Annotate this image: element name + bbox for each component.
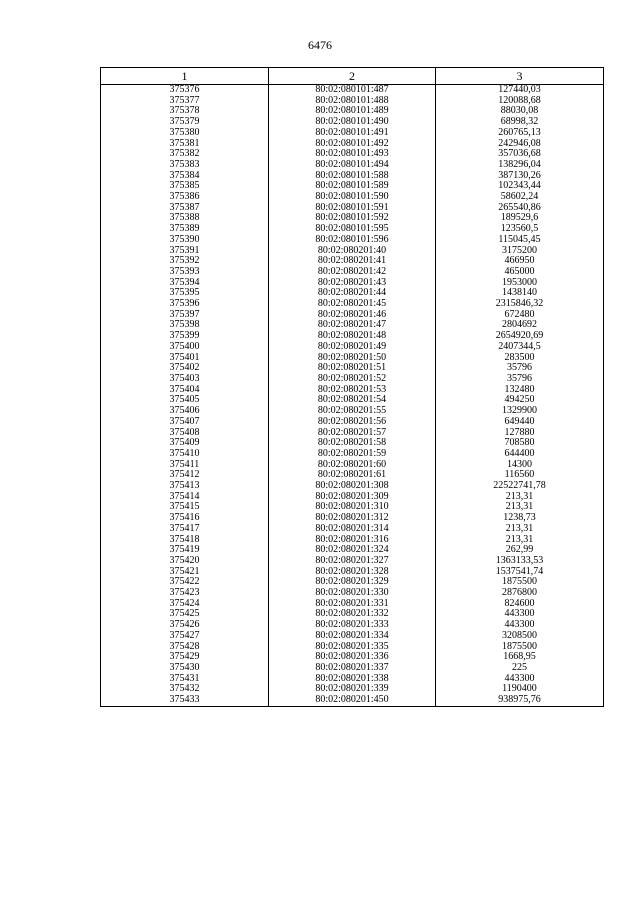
- cadastral-number-cell: 80:02:080201:54: [269, 395, 436, 406]
- row-number-cell: 375425: [101, 609, 269, 620]
- cadastral-number-cell: 80:02:080101:590: [269, 192, 436, 203]
- cadastral-number-cell: 80:02:080201:332: [269, 609, 436, 620]
- row-number-cell: 375432: [101, 684, 269, 695]
- cadastral-number-cell: 80:02:080101:488: [269, 96, 436, 107]
- cadastral-number-cell: 80:02:080101:487: [269, 85, 436, 96]
- table-row: [101, 417, 604, 428]
- value-cell: 3175200: [436, 246, 604, 257]
- row-number-cell: 375388: [101, 213, 269, 224]
- row-number-cell: 375380: [101, 128, 269, 139]
- cadastral-number-cell: 80:02:080201:46: [269, 310, 436, 321]
- table-row: [101, 213, 604, 224]
- row-number-cell: 375383: [101, 160, 269, 171]
- table-row: [101, 524, 604, 535]
- table-header-row: [101, 68, 604, 85]
- cadastral-number-cell: 80:02:080201:334: [269, 631, 436, 642]
- row-number-cell: 375397: [101, 310, 269, 321]
- value-cell: 213,31: [436, 524, 604, 535]
- table-row: [101, 599, 604, 610]
- table-row: [101, 331, 604, 342]
- row-number-cell: 375420: [101, 556, 269, 567]
- table-row: [101, 203, 604, 214]
- value-cell: 465000: [436, 267, 604, 278]
- table-row: [101, 342, 604, 353]
- table-row: [101, 267, 604, 278]
- table-row: [101, 588, 604, 599]
- row-number-cell: 375400: [101, 342, 269, 353]
- table-row: [101, 428, 604, 439]
- value-cell: 189529,6: [436, 213, 604, 224]
- cadastral-number-cell: 80:02:080201:339: [269, 684, 436, 695]
- value-cell: 127440,03: [436, 85, 604, 96]
- table-row: [101, 502, 604, 513]
- cadastral-number-cell: 80:02:080201:328: [269, 567, 436, 578]
- cadastral-number-cell: 80:02:080201:51: [269, 363, 436, 374]
- row-number-cell: 375386: [101, 192, 269, 203]
- table-row: [101, 246, 604, 257]
- row-number-cell: 375395: [101, 288, 269, 299]
- table-row: [101, 256, 604, 267]
- value-cell: 1875500: [436, 642, 604, 653]
- row-number-cell: 375422: [101, 577, 269, 588]
- row-number-cell: 375426: [101, 620, 269, 631]
- table-row: [101, 545, 604, 556]
- value-cell: 213,31: [436, 502, 604, 513]
- table-row: [101, 620, 604, 631]
- cadastral-number-cell: 80:02:080201:329: [269, 577, 436, 588]
- row-number-cell: 375382: [101, 149, 269, 160]
- table-row: [101, 652, 604, 663]
- table-row: [101, 117, 604, 128]
- row-number-cell: 375427: [101, 631, 269, 642]
- row-number-cell: 375412: [101, 470, 269, 481]
- row-number-cell: 375408: [101, 428, 269, 439]
- table-row: [101, 513, 604, 524]
- table-row: [101, 235, 604, 246]
- table-row: [101, 171, 604, 182]
- table-body: [101, 85, 604, 707]
- cadastral-number-cell: 80:02:080101:494: [269, 160, 436, 171]
- cadastral-number-cell: 80:02:080201:49: [269, 342, 436, 353]
- row-number-cell: 375417: [101, 524, 269, 535]
- table-row: [101, 674, 604, 685]
- cadastral-number-cell: 80:02:080201:316: [269, 535, 436, 546]
- cadastral-number-cell: 80:02:080201:309: [269, 492, 436, 503]
- value-cell: 115045,45: [436, 235, 604, 246]
- value-cell: 2407344,5: [436, 342, 604, 353]
- value-cell: 225: [436, 663, 604, 674]
- value-cell: 58602,24: [436, 192, 604, 203]
- cadastral-number-cell: 80:02:080201:52: [269, 374, 436, 385]
- row-number-cell: 375429: [101, 652, 269, 663]
- value-cell: 213,31: [436, 535, 604, 546]
- table-row: [101, 160, 604, 171]
- cadastral-number-cell: 80:02:080101:493: [269, 149, 436, 160]
- value-cell: 116560: [436, 470, 604, 481]
- value-cell: 938975,76: [436, 695, 604, 706]
- value-cell: 443300: [436, 674, 604, 685]
- value-cell: 127880: [436, 428, 604, 439]
- table-row: [101, 128, 604, 139]
- table-row: [101, 96, 604, 107]
- row-number-cell: 375387: [101, 203, 269, 214]
- cadastral-number-cell: 80:02:080201:60: [269, 460, 436, 471]
- row-number-cell: 375407: [101, 417, 269, 428]
- value-cell: 1329900: [436, 406, 604, 417]
- table-row: [101, 85, 604, 96]
- value-cell: 1190400: [436, 684, 604, 695]
- cadastral-number-cell: 80:02:080201:48: [269, 331, 436, 342]
- value-cell: 2876800: [436, 588, 604, 599]
- row-number-cell: 375404: [101, 385, 269, 396]
- row-number-cell: 375433: [101, 695, 269, 706]
- row-number-cell: 375384: [101, 171, 269, 182]
- table-row: [101, 374, 604, 385]
- cadastral-number-cell: 80:02:080101:489: [269, 106, 436, 117]
- row-number-cell: 375410: [101, 449, 269, 460]
- table-row: [101, 481, 604, 492]
- table-row: [101, 278, 604, 289]
- table-row: [101, 192, 604, 203]
- value-cell: 443300: [436, 609, 604, 620]
- row-number-cell: 375418: [101, 535, 269, 546]
- cadastral-number-cell: 80:02:080201:312: [269, 513, 436, 524]
- cadastral-number-cell: 80:02:080201:42: [269, 267, 436, 278]
- row-number-cell: 375402: [101, 363, 269, 374]
- value-cell: 283500: [436, 353, 604, 364]
- cadastral-number-cell: 80:02:080101:591: [269, 203, 436, 214]
- table-row: [101, 320, 604, 331]
- row-number-cell: 375381: [101, 139, 269, 150]
- cadastral-number-cell: 80:02:080201:50: [269, 353, 436, 364]
- cadastral-number-cell: 80:02:080201:330: [269, 588, 436, 599]
- value-cell: 1537541,74: [436, 567, 604, 578]
- table-row: [101, 492, 604, 503]
- data-table: [100, 67, 604, 707]
- value-cell: 123560,5: [436, 224, 604, 235]
- row-number-cell: 375377: [101, 96, 269, 107]
- value-cell: 649440: [436, 417, 604, 428]
- cadastral-number-cell: 80:02:080101:595: [269, 224, 436, 235]
- value-cell: 35796: [436, 374, 604, 385]
- value-cell: 88030,08: [436, 106, 604, 117]
- row-number-cell: 375399: [101, 331, 269, 342]
- value-cell: 644400: [436, 449, 604, 460]
- value-cell: 138296,04: [436, 160, 604, 171]
- column-header-3: 3: [436, 68, 604, 85]
- cadastral-number-cell: 80:02:080101:588: [269, 171, 436, 182]
- row-number-cell: 375392: [101, 256, 269, 267]
- row-number-cell: 375396: [101, 299, 269, 310]
- table-row: [101, 353, 604, 364]
- row-number-cell: 375401: [101, 353, 269, 364]
- value-cell: 262,99: [436, 545, 604, 556]
- value-cell: 494250: [436, 395, 604, 406]
- value-cell: 1238,73: [436, 513, 604, 524]
- value-cell: 2654920,69: [436, 331, 604, 342]
- cadastral-number-cell: 80:02:080101:596: [269, 235, 436, 246]
- table-row: [101, 385, 604, 396]
- value-cell: 120088,68: [436, 96, 604, 107]
- page-number: 6476: [308, 38, 332, 52]
- row-number-cell: 375416: [101, 513, 269, 524]
- cadastral-number-cell: 80:02:080201:41: [269, 256, 436, 267]
- cadastral-number-cell: 80:02:080201:61: [269, 470, 436, 481]
- value-cell: 1668,95: [436, 652, 604, 663]
- row-number-cell: 375391: [101, 246, 269, 257]
- cadastral-number-cell: 80:02:080201:324: [269, 545, 436, 556]
- cadastral-number-cell: 80:02:080201:45: [269, 299, 436, 310]
- table-row: [101, 299, 604, 310]
- row-number-cell: 375411: [101, 460, 269, 471]
- table-row: [101, 684, 604, 695]
- cadastral-number-cell: 80:02:080101:490: [269, 117, 436, 128]
- value-cell: 443300: [436, 620, 604, 631]
- table-row: [101, 449, 604, 460]
- cadastral-number-cell: 80:02:080201:43: [269, 278, 436, 289]
- column-header-1: 1: [101, 68, 269, 85]
- value-cell: 242946,08: [436, 139, 604, 150]
- cadastral-number-cell: 80:02:080201:308: [269, 481, 436, 492]
- cadastral-number-cell: 80:02:080201:310: [269, 502, 436, 513]
- value-cell: 824600: [436, 599, 604, 610]
- value-cell: 132480: [436, 385, 604, 396]
- cadastral-number-cell: 80:02:080201:58: [269, 438, 436, 449]
- cadastral-number-cell: 80:02:080201:53: [269, 385, 436, 396]
- table-row: [101, 363, 604, 374]
- table-row: [101, 395, 604, 406]
- table-row: [101, 642, 604, 653]
- cadastral-number-cell: 80:02:080201:56: [269, 417, 436, 428]
- row-number-cell: 375406: [101, 406, 269, 417]
- value-cell: 3208500: [436, 631, 604, 642]
- row-number-cell: 375376: [101, 85, 269, 96]
- cadastral-number-cell: 80:02:080101:491: [269, 128, 436, 139]
- table-row: [101, 567, 604, 578]
- table-row: [101, 535, 604, 546]
- cadastral-number-cell: 80:02:080201:338: [269, 674, 436, 685]
- cadastral-number-cell: 80:02:080201:333: [269, 620, 436, 631]
- row-number-cell: 375430: [101, 663, 269, 674]
- value-cell: 35796: [436, 363, 604, 374]
- row-number-cell: 375413: [101, 481, 269, 492]
- table-row: [101, 577, 604, 588]
- row-number-cell: 375431: [101, 674, 269, 685]
- row-number-cell: 375428: [101, 642, 269, 653]
- table-row: [101, 181, 604, 192]
- cadastral-number-cell: 80:02:080201:450: [269, 695, 436, 706]
- table-row: [101, 556, 604, 567]
- value-cell: 2804692: [436, 320, 604, 331]
- cadastral-number-cell: 80:02:080201:59: [269, 449, 436, 460]
- value-cell: 14300: [436, 460, 604, 471]
- column-header-2: 2: [269, 68, 436, 85]
- value-cell: 708580: [436, 438, 604, 449]
- table-row: [101, 224, 604, 235]
- value-cell: 102343,44: [436, 181, 604, 192]
- value-cell: 387130,26: [436, 171, 604, 182]
- row-number-cell: 375405: [101, 395, 269, 406]
- cadastral-number-cell: 80:02:080201:337: [269, 663, 436, 674]
- cadastral-number-cell: 80:02:080201:40: [269, 246, 436, 257]
- table-row: [101, 149, 604, 160]
- cadastral-number-cell: 80:02:080201:336: [269, 652, 436, 663]
- row-number-cell: 375421: [101, 567, 269, 578]
- table-row: [101, 310, 604, 321]
- table-row: [101, 695, 604, 706]
- cadastral-number-cell: 80:02:080201:314: [269, 524, 436, 535]
- row-number-cell: 375390: [101, 235, 269, 246]
- value-cell: 672480: [436, 310, 604, 321]
- value-cell: 466950: [436, 256, 604, 267]
- value-cell: 213,31: [436, 492, 604, 503]
- value-cell: 22522741,78: [436, 481, 604, 492]
- value-cell: 1953000: [436, 278, 604, 289]
- cadastral-number-cell: 80:02:080201:55: [269, 406, 436, 417]
- cadastral-number-cell: 80:02:080201:44: [269, 288, 436, 299]
- row-number-cell: 375394: [101, 278, 269, 289]
- cadastral-number-cell: 80:02:080101:589: [269, 181, 436, 192]
- table-row: [101, 288, 604, 299]
- row-number-cell: 375393: [101, 267, 269, 278]
- table-row: [101, 609, 604, 620]
- table-row: [101, 663, 604, 674]
- table-row: [101, 406, 604, 417]
- cadastral-number-cell: 80:02:080201:57: [269, 428, 436, 439]
- cadastral-number-cell: 80:02:080101:492: [269, 139, 436, 150]
- row-number-cell: 375379: [101, 117, 269, 128]
- cadastral-number-cell: 80:02:080101:592: [269, 213, 436, 224]
- row-number-cell: 375385: [101, 181, 269, 192]
- table-row: [101, 139, 604, 150]
- value-cell: 1363133,53: [436, 556, 604, 567]
- row-number-cell: 375409: [101, 438, 269, 449]
- table-row: [101, 106, 604, 117]
- cadastral-number-cell: 80:02:080201:47: [269, 320, 436, 331]
- table-row: [101, 438, 604, 449]
- cadastral-number-cell: 80:02:080201:331: [269, 599, 436, 610]
- value-cell: 1438140: [436, 288, 604, 299]
- cadastral-number-cell: 80:02:080201:327: [269, 556, 436, 567]
- value-cell: 260765,13: [436, 128, 604, 139]
- table-row: [101, 631, 604, 642]
- row-number-cell: 375378: [101, 106, 269, 117]
- row-number-cell: 375389: [101, 224, 269, 235]
- row-number-cell: 375398: [101, 320, 269, 331]
- row-number-cell: 375423: [101, 588, 269, 599]
- row-number-cell: 375403: [101, 374, 269, 385]
- value-cell: 357036,68: [436, 149, 604, 160]
- table-row: [101, 460, 604, 471]
- value-cell: 265540,86: [436, 203, 604, 214]
- row-number-cell: 375424: [101, 599, 269, 610]
- value-cell: 1875500: [436, 577, 604, 588]
- value-cell: 68998,32: [436, 117, 604, 128]
- value-cell: 2315846,32: [436, 299, 604, 310]
- table-row: [101, 470, 604, 481]
- row-number-cell: 375419: [101, 545, 269, 556]
- row-number-cell: 375415: [101, 502, 269, 513]
- cadastral-number-cell: 80:02:080201:335: [269, 642, 436, 653]
- row-number-cell: 375414: [101, 492, 269, 503]
